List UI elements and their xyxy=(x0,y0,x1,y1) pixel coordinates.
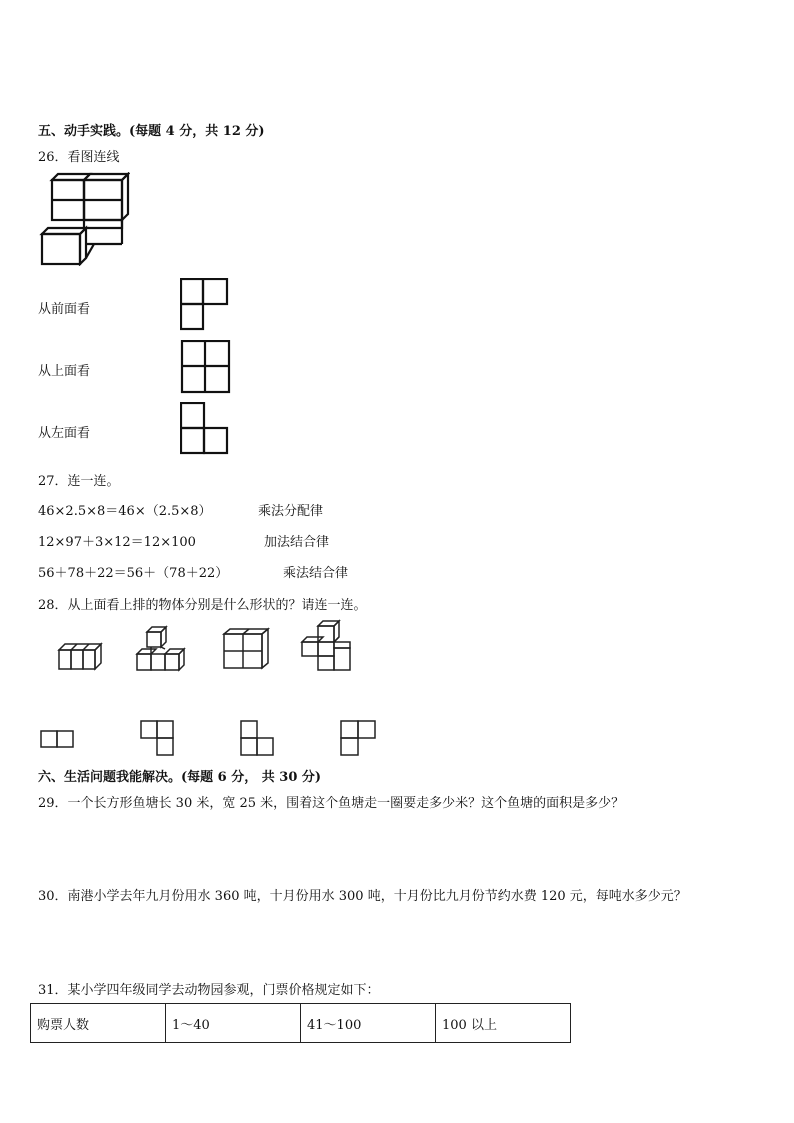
question-26-title: 26．看图连线 xyxy=(38,150,120,165)
view-label-front: 从前面看 xyxy=(38,302,91,317)
q27-expression-2: 12×97＋3×12＝12×100 xyxy=(38,535,196,550)
question-29: 29．一个长方形鱼塘长 30 米，宽 25 米，围着这个鱼塘走一圈要走多少米？这个鱼塘的面积是多少？ xyxy=(38,796,625,811)
q27-law-2: 加法结合律 xyxy=(264,535,330,550)
q27-law-3: 乘法结合律 xyxy=(283,566,349,581)
table-cell: 100 以上 xyxy=(436,1004,571,1043)
q26-view-shape-2 xyxy=(180,340,232,394)
q28-object-1 xyxy=(55,638,105,672)
question-30: 30．南港小学去年九月份用水 360 吨，十月份用水 300 吨，十月份比九月份节约水费 120 元，每吨水多少元？ xyxy=(38,889,687,904)
q26-cube-figure xyxy=(38,172,130,266)
q26-view-shape-3 xyxy=(180,402,230,456)
section-5-heading: 五、动手实践。(每题 4 分，共 12 分) xyxy=(38,124,265,139)
view-label-left: 从左面看 xyxy=(38,426,91,441)
q27-expression-3: 56＋78＋22＝56＋（78＋22） xyxy=(38,566,229,581)
question-31: 31．某小学四年级同学去动物园参观，门票价格规定如下： xyxy=(38,983,380,998)
q28-shape-a xyxy=(40,730,76,750)
q27-expression-1: 46×2.5×8＝46×（2.5×8） xyxy=(38,504,212,519)
table-row xyxy=(31,1004,571,1043)
q27-law-1: 乘法分配律 xyxy=(258,504,324,519)
q28-shape-b xyxy=(140,720,176,758)
q28-object-4 xyxy=(298,618,356,672)
q26-view-shape-1 xyxy=(180,278,230,332)
section-6-heading: 六、生活问题我能解决。(每题 6 分， 共 30 分) xyxy=(38,770,322,785)
question-28-title: 28．从上面看上排的物体分别是什么形状的？请连一连。 xyxy=(38,598,367,613)
q28-object-2 xyxy=(135,624,191,674)
table-cell: 41～100 xyxy=(301,1004,436,1043)
question-27-title: 27．连一连。 xyxy=(38,474,120,489)
q28-shape-d xyxy=(340,720,378,758)
q28-shape-c xyxy=(240,720,276,758)
ticket-price-table xyxy=(30,1003,571,1043)
view-label-top: 从上面看 xyxy=(38,364,91,379)
table-cell: 1～40 xyxy=(166,1004,301,1043)
table-cell: 购票人数 xyxy=(31,1004,166,1043)
q28-object-3 xyxy=(220,626,272,672)
